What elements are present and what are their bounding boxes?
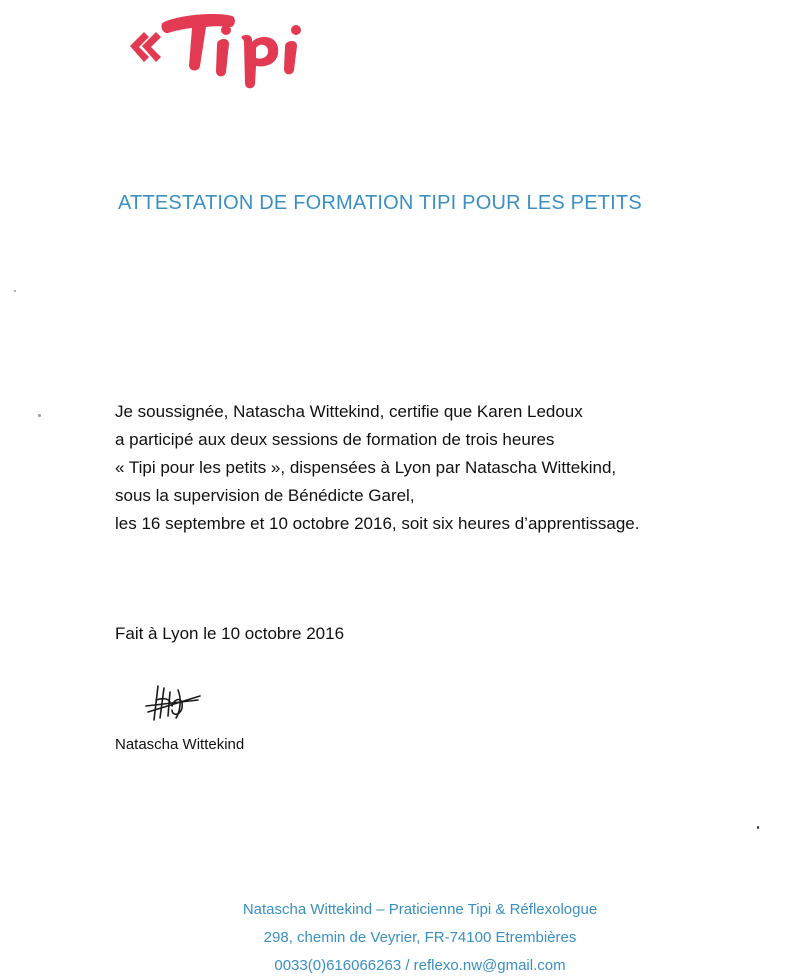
footer-line-contact: 0033(0)616066263 / reflexo.nw@gmail.com [274,957,566,974]
scan-speck [38,414,41,417]
scan-speck [14,290,16,292]
body-line: sous la supervision de Bénédicte Garel, [115,486,415,505]
tipi-logo-graphic [128,2,308,92]
footer-contact [0,896,800,976]
body-line: les 16 septembre et 10 octobre 2016, soit six heures d’apprentissage. [115,514,640,533]
attestation-body [115,398,755,538]
scan-speck [757,826,759,829]
handwritten-signature [138,682,210,724]
body-line: « Tipi pour les petits », dispensées à Lyon par Natascha Wittekind, [115,458,617,477]
footer-line-address: 298, chemin de Veyrier, FR-74100 Etrembières [263,929,577,946]
place-date: Fait à Lyon le 10 octobre 2016 [115,624,345,643]
attestation-title: ATTESTATION DE FORMATION TIPI POUR LES PETITS [118,192,642,214]
tipi-logo [128,2,308,92]
footer-line-name: Natascha Wittekind – Praticienne Tipi & Réflexologue [242,901,598,918]
body-line: Je soussignée, Natascha Wittekind, certifie que Karen Ledoux [115,402,583,421]
body-line: a participé aux deux sessions de formation de trois heures [115,430,555,449]
signer-name: Natascha Wittekind [115,736,245,753]
